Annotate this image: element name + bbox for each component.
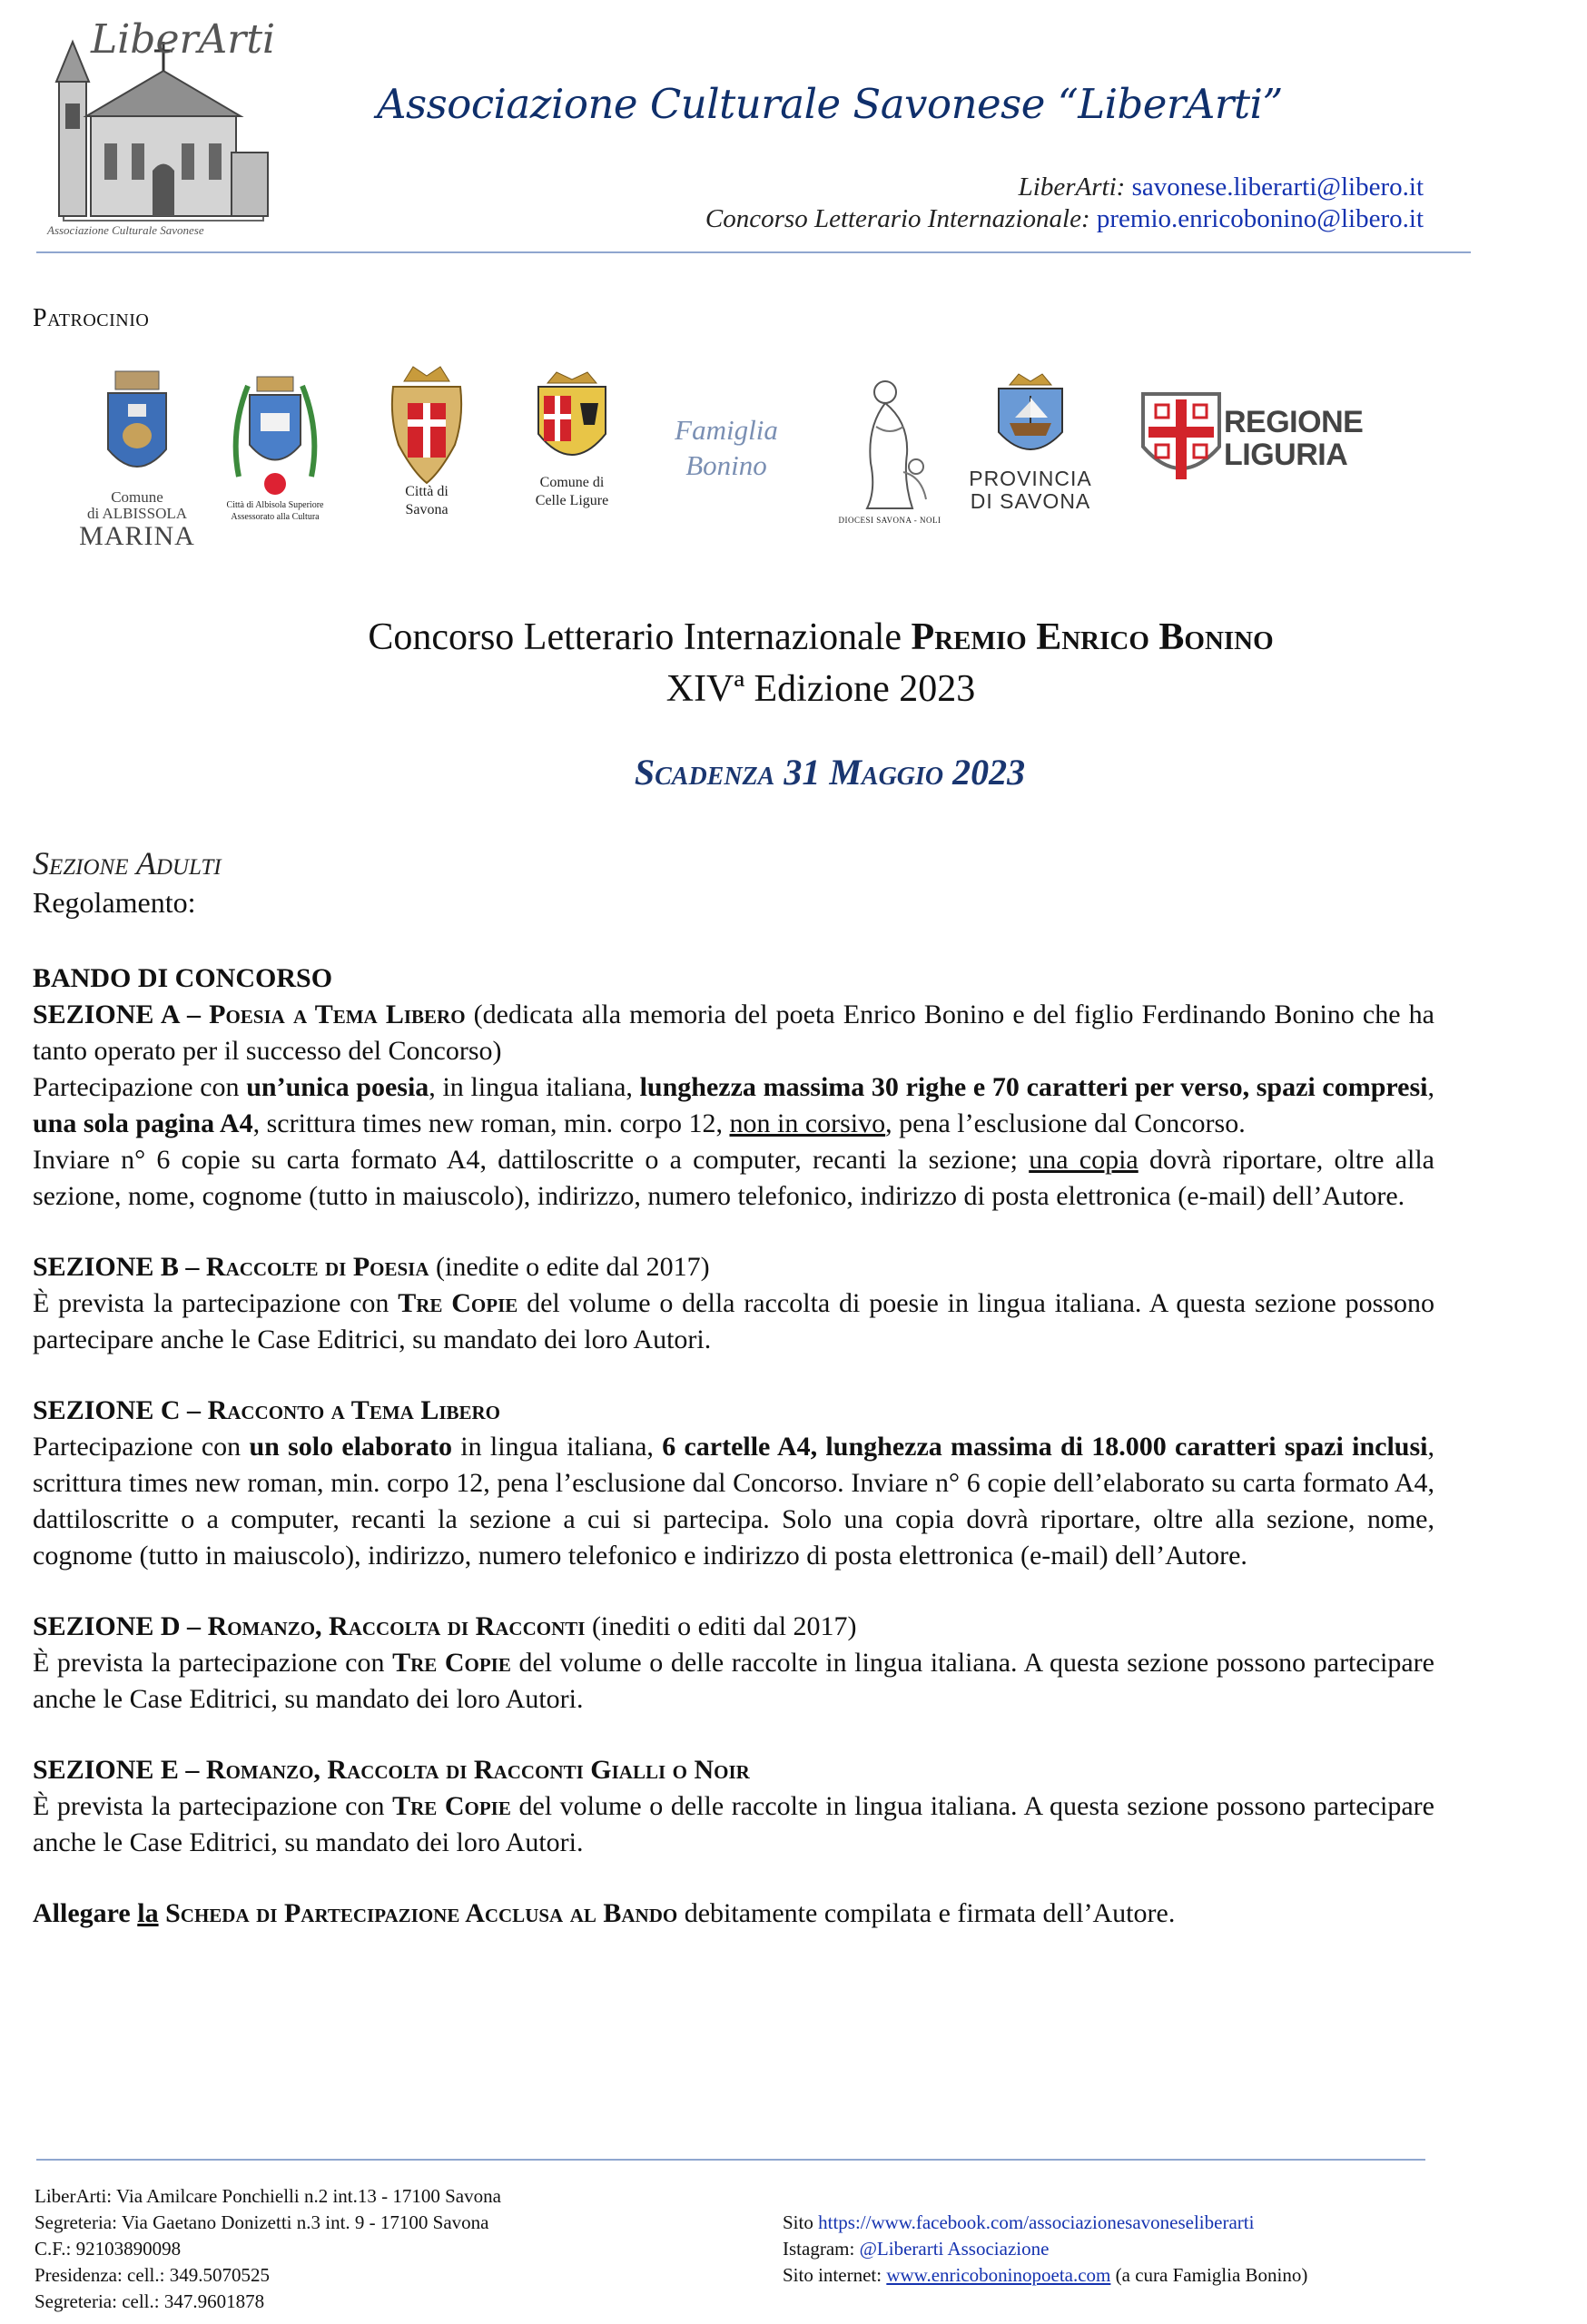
famiglia-line-2: Bonino <box>685 448 767 481</box>
patron-savona <box>377 363 477 519</box>
spacer <box>33 1358 1434 1393</box>
contact-concorso <box>705 204 1424 234</box>
diocesi-madonna-icon <box>840 372 940 517</box>
footer-line: LiberArti: Via Amilcare Ponchielli n.2 int.13 - 17100 Savona <box>34 2185 501 2207</box>
regione-line-2: LIGURIA <box>1224 437 1348 472</box>
footer-line: Presidenza: cell.: 349.5070525 <box>34 2264 270 2286</box>
text-run: in lingua italiana, <box>452 1432 663 1462</box>
text-run: È prevista la partecipazione con <box>33 1288 399 1318</box>
patrocinio-heading: Patrocinio <box>33 304 150 332</box>
section-e-text <box>33 1788 1434 1861</box>
email-link[interactable]: premio.enricobonino@libero.it <box>1096 204 1424 233</box>
section-d-note: (inediti o editi dal 2017) <box>585 1611 857 1641</box>
text-run-bold: Allegare <box>33 1898 138 1928</box>
footer-instagram <box>783 2236 1307 2262</box>
deadline-line <box>0 751 1587 793</box>
email-link[interactable]: savonese.liberarti@libero.it <box>1131 172 1424 202</box>
section-a-title: Poesia a Tema Libero <box>209 1000 466 1029</box>
footer-facebook <box>783 2210 1307 2236</box>
footer-line: C.F.: 92103890098 <box>34 2238 182 2260</box>
text-run <box>159 1898 166 1928</box>
footer-divider <box>36 2159 1425 2161</box>
spacer <box>33 1861 1434 1896</box>
famiglia-bonino-logo <box>636 413 817 504</box>
albisola-superiore-crest-icon <box>221 368 330 504</box>
regione-liguria-text <box>1224 407 1363 471</box>
association-title: Associazione Culturale Savonese “LiberArti” <box>377 80 1283 128</box>
text-run-bold-underline: la <box>137 1898 159 1928</box>
logo-script-text: LiberArti <box>91 16 276 63</box>
albissola-line-2: di ALBISSOLA <box>86 504 188 522</box>
text-run: , scrittura times new roman, min. corpo 12, pena l’esclusione dal Concorso. Inviare n° 6 copie dell’elaborato su carta formato A4, dattiloscritte o a computer, recanti la sezione a cui si partecipa. Solo una copia dovrà riportare, oltre alla sezione, nome, cognome (tutto in maiuscolo), indirizzo, numero telefonico e indirizzo di posta elettronica (e-mail) dell’Autore. <box>33 1432 1435 1571</box>
text-run: È prevista la partecipazione con <box>33 1791 393 1821</box>
bando-body <box>33 960 1434 1932</box>
header-divider <box>36 251 1471 253</box>
patron-celle-ligure <box>518 370 626 510</box>
text-run: , pena l’esclusione dal Concorso. <box>885 1108 1246 1138</box>
footer-label: Sito <box>783 2211 819 2233</box>
regione-liguria-logo <box>1139 390 1223 490</box>
text-run: del volume o della raccolta di poesie in lingua italiana. A questa sezione possono partecipare anche le Case Editrici, su mandato dei loro Autori. <box>33 1288 1434 1354</box>
albissola-line-1: Comune <box>111 488 163 506</box>
section-d-head: SEZIONE D – <box>33 1611 208 1641</box>
savona-crest-icon <box>386 363 468 490</box>
text-run: È prevista la partecipazione con <box>33 1648 393 1678</box>
contact-label: LiberArti <box>1018 172 1117 202</box>
regione-liguria-crest-icon <box>1139 390 1223 486</box>
text-run-bold: 6 cartelle A4, lunghezza massima di 18.000 caratteri spazi inclusi <box>662 1432 1428 1462</box>
section-c-head: SEZIONE C – <box>33 1395 208 1425</box>
patron-diocesi <box>822 372 958 526</box>
savona-line-2: Savona <box>405 502 448 517</box>
deadline-day: 31 <box>774 752 830 793</box>
footer-note: (a cura Famiglia Bonino) <box>1110 2264 1308 2286</box>
section-d-text <box>33 1645 1434 1718</box>
text-run-bold: Tre Copie <box>392 1791 511 1821</box>
section-a-note: (dedicata alla memoria del poeta Enrico Bonino e del figlio Ferdinando Bonino che ha tanto operato per il successo del Concorso) <box>33 1000 1434 1066</box>
text-run: del volume o delle raccolte in lingua italiana. A questa sezione possono partecipare anche le Case Editrici, su mandato dei loro Autori. <box>33 1791 1434 1857</box>
footer-website <box>783 2262 1307 2289</box>
instagram-link[interactable]: @Liberarti Associazione <box>859 2238 1050 2260</box>
facebook-link[interactable]: https://www.facebook.com/associazionesavoneseliberarti <box>818 2211 1255 2233</box>
section-e-heading <box>33 1752 1434 1788</box>
contact-liberarti <box>1019 172 1424 202</box>
section-b-text <box>33 1285 1434 1358</box>
contest-title <box>0 615 1587 659</box>
savona-line-1: Città di <box>405 484 448 499</box>
text-run-bold: un’unica poesia <box>246 1072 429 1102</box>
title-prefix: Concorso Letterario Internazionale <box>368 616 912 658</box>
bando-heading: BANDO DI CONCORSO <box>33 963 333 993</box>
spacer <box>33 1215 1434 1249</box>
colon: : <box>1116 172 1132 202</box>
famiglia-line-1: Famiglia <box>675 414 778 446</box>
section-heading: Sezione Adulti <box>33 845 222 881</box>
section-a-rules <box>33 1069 1434 1142</box>
footer-line: Segreteria: cell.: 347.9601878 <box>34 2290 265 2312</box>
patron-provincia <box>962 372 1099 514</box>
section-d-title: Romanzo, Raccolta di Racconti <box>207 1611 586 1641</box>
logo-caption: Associazione Culturale Savonese <box>47 223 204 237</box>
patron-albisola-superiore <box>216 368 334 523</box>
section-c-heading <box>33 1393 1434 1429</box>
colon: : <box>1080 204 1097 233</box>
text-run-bold: Tre Copie <box>398 1288 518 1318</box>
regione-line-1: REGIONE <box>1224 405 1364 439</box>
celle-line-2: Celle Ligure <box>535 493 609 508</box>
text-run-bold: un solo elaborato <box>249 1432 452 1462</box>
text-run: , scrittura times new roman, min. corpo 12, <box>252 1108 730 1138</box>
text-run-bold: Scheda di Partecipazione Acclusa al Bando <box>165 1898 678 1928</box>
footer-address-block <box>34 2183 501 2315</box>
text-run: del volume o delle raccolte in lingua italiana. A questa sezione possono partecipare anche le Case Editrici, su mandato dei loro Autori. <box>33 1648 1434 1714</box>
footer-links-block <box>783 2210 1307 2289</box>
section-a-paragraph <box>33 997 1434 1069</box>
text-run: , in lingua italiana, <box>429 1072 640 1102</box>
section-c-title: Racconto a Tema Libero <box>207 1395 501 1425</box>
title-prize-name: Premio Enrico Bonino <box>911 616 1274 658</box>
albissola-crest-icon <box>103 368 172 486</box>
text-run: Partecipazione con <box>33 1072 247 1102</box>
provincia-line-2: DI SAVONA <box>970 489 1091 514</box>
footer-label: Sito internet: <box>783 2264 887 2286</box>
deadline-label: Scadenza <box>634 752 775 793</box>
text-run: , <box>1427 1072 1435 1102</box>
patron-albissola <box>78 368 196 550</box>
text-run: Inviare n° 6 copie su carta formato A4, dattiloscritte o a computer, recanti la sezione; <box>33 1145 1030 1175</box>
website-link[interactable]: www.enricoboninopoeta.com <box>886 2264 1111 2286</box>
text-run-underline: non in corsivo <box>729 1108 886 1138</box>
provincia-line-1: PROVINCIA <box>969 467 1092 490</box>
albissola-line-3: MARINA <box>79 520 195 551</box>
text-run-bold: una sola pagina A4 <box>33 1108 253 1138</box>
section-b-heading <box>33 1249 1434 1285</box>
section-b-title: Raccolte di Poesia <box>205 1252 429 1282</box>
footer-label: Istagram: <box>783 2238 860 2260</box>
deadline-month: Maggio <box>829 752 944 793</box>
regolamento-label: Regolamento: <box>33 886 196 919</box>
text-run-bold: Tre Copie <box>392 1648 511 1678</box>
section-b-note: (inedite o edite dal 2017) <box>429 1252 710 1282</box>
deadline-year: 2023 <box>943 752 1026 793</box>
edition-line: XIVª Edizione 2023 <box>665 668 976 710</box>
diocesi-caption: DIOCESI SAVONA - NOLI <box>838 516 941 525</box>
text-run: Partecipazione con <box>33 1432 250 1462</box>
section-a-head: SEZIONE A – <box>33 1000 210 1029</box>
contact-label: Concorso Letterario Internazionale <box>705 204 1081 233</box>
section-e-head: SEZIONE E – <box>33 1755 206 1785</box>
text-run: debitamente compilata e firmata dell’Autore. <box>677 1898 1176 1928</box>
celle-line-1: Comune di <box>539 475 605 490</box>
text-run-bold: lunghezza massima 30 righe e 70 caratteri per verso, spazi compresi <box>639 1072 1428 1102</box>
text-run: dovrà riportare, oltre alla sezione, nome, cognome (tutto in maiuscolo), indirizzo, numero telefonico, indirizzo di posta elettronica (e-mail) dell’Autore. <box>33 1145 1434 1211</box>
section-e-title: Romanzo, Raccolta di Racconti Gialli o Noir <box>205 1755 750 1785</box>
allegare-paragraph <box>33 1896 1434 1932</box>
footer-line: Segreteria: Via Gaetano Donizetti n.3 int. 9 - 17100 Savona <box>34 2211 489 2233</box>
section-a-send <box>33 1142 1434 1215</box>
spacer <box>33 1574 1434 1609</box>
provincia-crest-icon <box>990 372 1071 468</box>
section-b-head: SEZIONE B – <box>33 1252 206 1282</box>
text-run-underline: una copia <box>1029 1145 1138 1175</box>
celle-ligure-crest-icon <box>531 370 613 479</box>
albisola-superiore-caption: Città di Albisola Superiore Assessorato alla Cultura <box>226 500 324 522</box>
spacer <box>33 1718 1434 1752</box>
section-d-heading <box>33 1609 1434 1645</box>
section-c-text <box>33 1429 1434 1574</box>
